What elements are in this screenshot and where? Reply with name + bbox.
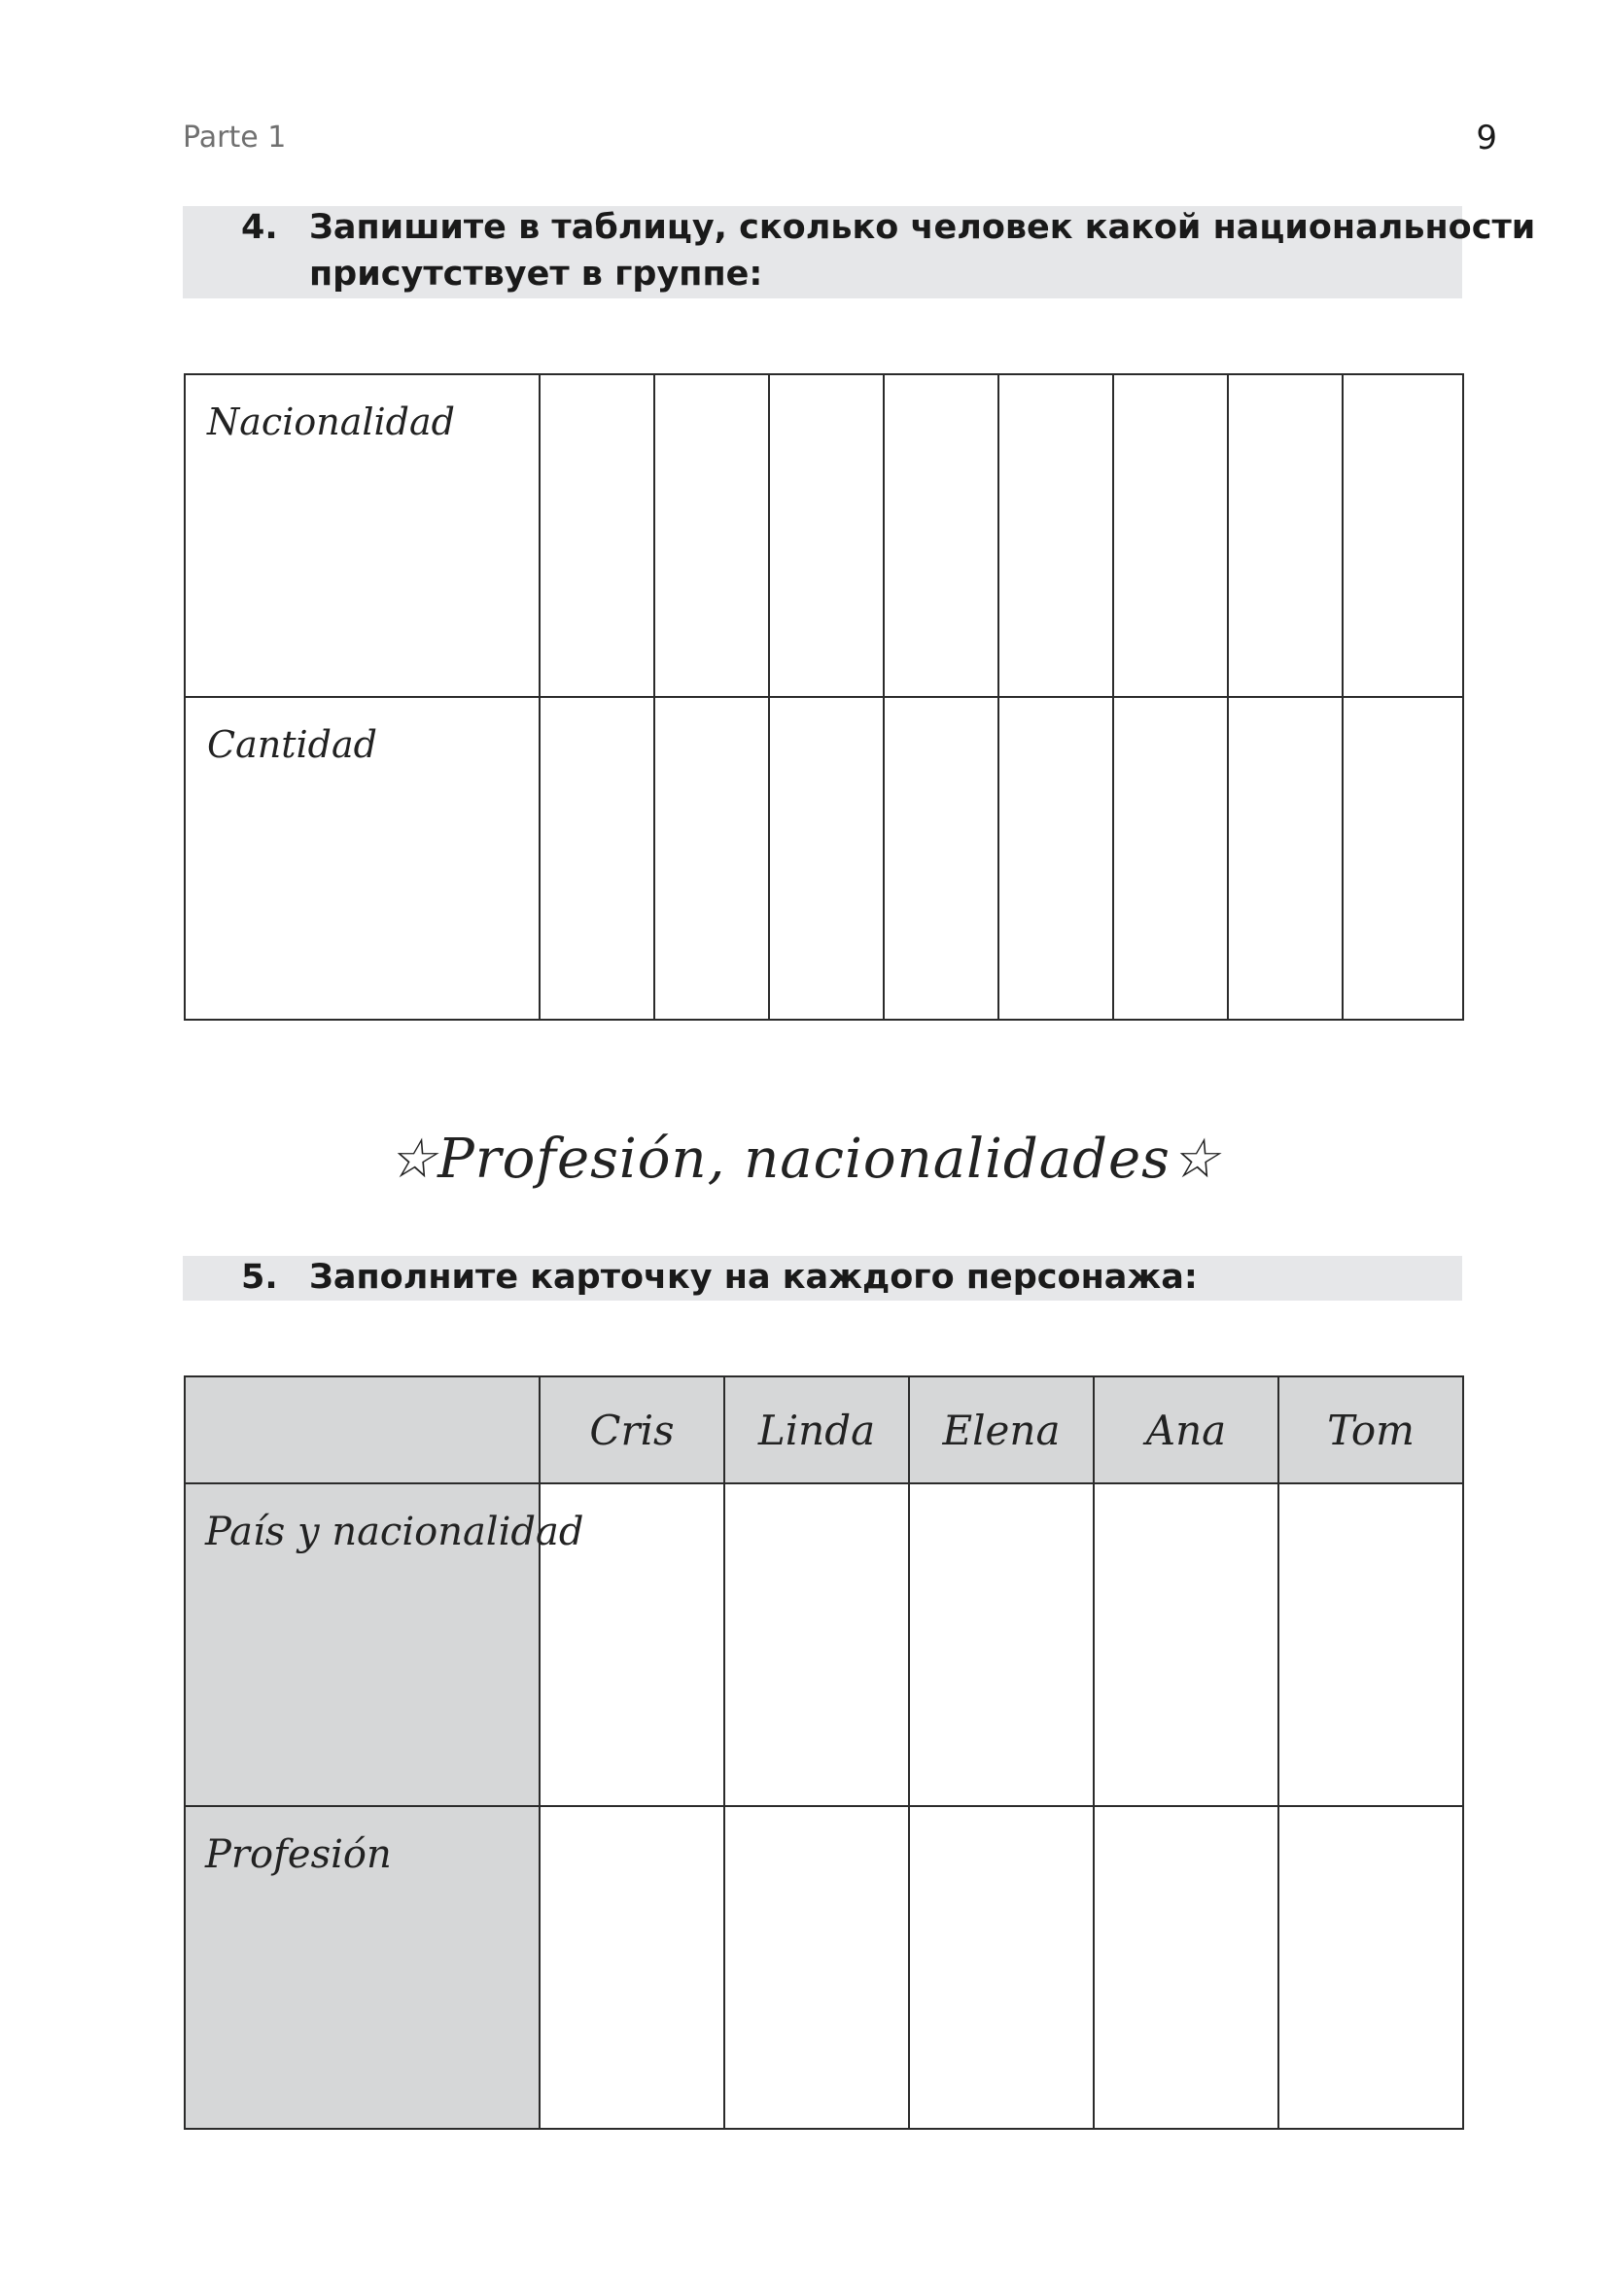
name-header: Linda xyxy=(724,1376,909,1483)
country-nationality-cell[interactable] xyxy=(1278,1483,1463,1806)
nationality-cell[interactable] xyxy=(769,374,884,697)
nationality-cell[interactable] xyxy=(998,374,1113,697)
nationality-cell[interactable] xyxy=(884,374,998,697)
name-header: Elena xyxy=(909,1376,1094,1483)
profession-cell[interactable] xyxy=(909,1806,1094,2129)
task-4-number: 4. xyxy=(241,208,278,247)
country-nationality-cell[interactable] xyxy=(1094,1483,1278,1806)
quantity-cell[interactable] xyxy=(1228,697,1343,1020)
profession-cell[interactable] xyxy=(1094,1806,1278,2129)
nationality-cell[interactable] xyxy=(654,374,769,697)
quantity-cell[interactable] xyxy=(769,697,884,1020)
names-header-row xyxy=(185,1376,1463,1483)
section-label: Parte 1 xyxy=(183,121,287,155)
profession-row xyxy=(185,1806,1463,2129)
nationality-count-table xyxy=(184,373,1464,1021)
task-5-number: 5. xyxy=(241,1258,278,1297)
quantity-row xyxy=(185,697,1463,1020)
profession-cell[interactable] xyxy=(724,1806,909,2129)
quantity-cell[interactable] xyxy=(884,697,998,1020)
country-nationality-label: País y nacionalidad xyxy=(185,1483,540,1806)
profession-cell[interactable] xyxy=(1278,1806,1463,2129)
country-nationality-row xyxy=(185,1483,1463,1806)
corner-cell xyxy=(185,1376,540,1483)
country-nationality-cell[interactable] xyxy=(909,1483,1094,1806)
nationality-cell[interactable] xyxy=(1228,374,1343,697)
page-number: 9 xyxy=(1476,119,1497,157)
quantity-label: Cantidad xyxy=(185,697,540,1020)
nationality-label: Nacionalidad xyxy=(185,374,540,697)
nationality-row xyxy=(185,374,1463,697)
nationality-cell[interactable] xyxy=(1343,374,1463,697)
nationality-cell[interactable] xyxy=(540,374,654,697)
quantity-cell[interactable] xyxy=(540,697,654,1020)
name-header: Tom xyxy=(1278,1376,1463,1483)
name-header: Cris xyxy=(540,1376,724,1483)
country-nationality-cell[interactable] xyxy=(724,1483,909,1806)
quantity-cell[interactable] xyxy=(654,697,769,1020)
task-5-text: Заполните карточку на каждого персонажа: xyxy=(309,1258,1198,1297)
character-card-table xyxy=(184,1375,1464,2130)
nationality-cell[interactable] xyxy=(1113,374,1228,697)
task-4-line-2: присутствует в группе: xyxy=(309,255,763,294)
name-header: Ana xyxy=(1094,1376,1278,1483)
quantity-cell[interactable] xyxy=(1343,697,1463,1020)
section-title: ☆Profesión, nacionalidades☆ xyxy=(387,1128,1221,1191)
quantity-cell[interactable] xyxy=(998,697,1113,1020)
profession-label: Profesión xyxy=(185,1806,540,2129)
task-4-line-1: Запишите в таблицу, сколько человек какой национальности xyxy=(309,208,1536,247)
quantity-cell[interactable] xyxy=(1113,697,1228,1020)
profession-cell[interactable] xyxy=(540,1806,724,2129)
